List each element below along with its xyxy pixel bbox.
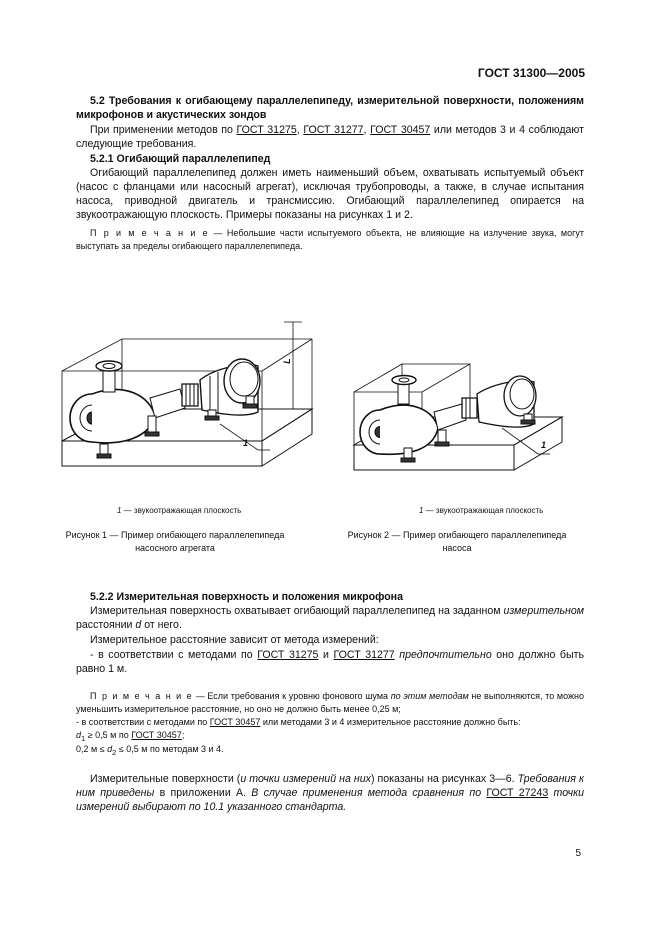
text: в приложении А. [154, 787, 252, 799]
text: или методов 3 и 4 соблюдают следующие требования. [76, 124, 584, 150]
section-5-2-1-heading: 5.2.1 Огибающий параллелепипед [90, 153, 271, 165]
note-label: П р и м е ч а н и е [90, 691, 194, 701]
section-5-2-2-paragraph-4 [76, 772, 584, 814]
fig1-dimension-l: L [281, 358, 292, 364]
page-header-standard: ГОСТ 31300—2005 [477, 66, 585, 80]
figure-1-caption [40, 529, 310, 555]
section-5-2-1-paragraph: Огибающий параллелепипед должен иметь наименьший объем, охватывать испытуемый объект (насос с фланцами или насосный агрегат), исключая трубопроводы, а также, в случае испытания насоса, приводной двигатель и трансмиссию. Огибающий параллелепипед опирается на звукоотражающую плоскость. Примеры показаны на рисунках 1 и 2. [76, 167, 584, 221]
text: не выполняются, то можно уменьшить измерительное расстояние, но оно не должно быть менее 0,25 м; [76, 691, 584, 714]
text-italic: измерительном [503, 605, 584, 617]
fig1-callout-1: 1 [243, 438, 249, 448]
text: Измерительные поверхности ( [90, 773, 241, 785]
fig2-callout-1: 1 [541, 440, 547, 450]
text-italic: предпочтительно [394, 649, 492, 661]
caption-line: насосного агрегата [135, 543, 215, 553]
text: Измерительная поверхность охватывает огибающий параллелепипед на заданном [90, 605, 504, 617]
section-5-2-2-paragraph-1 [76, 604, 584, 632]
caption-line: насоса [442, 543, 472, 553]
text: ≥ 0,5 м по [85, 730, 132, 740]
link-gost-31277[interactable]: ГОСТ 31277 [333, 649, 395, 661]
text: — Если требования к уровню фонового шума [193, 691, 391, 701]
legend-number: 1 [419, 506, 424, 515]
text: ) показаны на рисунках 3—6. [370, 773, 518, 785]
text: ≤ 0,5 м по методам 3 и 4. [116, 744, 224, 754]
text: , [363, 124, 371, 136]
text: или методами 3 и 4 измерительное расстояние должно быть: [260, 717, 521, 727]
subscript: 2 [112, 747, 117, 757]
text-italic: Требования к ним приведены [76, 773, 585, 799]
section-5-2-2-note-line-4 [76, 743, 584, 759]
section-5-2-2-paragraph-3 [76, 648, 584, 676]
caption-line: Рисунок 1 — Пример огибающего параллелепипеда [65, 530, 285, 540]
text-italic: по этим методам [390, 691, 469, 701]
link-gost-31275[interactable]: ГОСТ 31275 [257, 649, 319, 661]
legend-text: — звукоотражающая плоскость [423, 506, 544, 515]
legend-number: 1 [117, 506, 122, 515]
subscript: 1 [81, 733, 86, 743]
fig2-legend [419, 506, 543, 515]
text: ; [181, 730, 185, 740]
text-italic: точки измерений выбирают по 10.1 указанного стандарта. [76, 787, 584, 813]
link-gost-27243[interactable]: ГОСТ 27243 [486, 787, 549, 799]
text: и [318, 649, 334, 661]
section-5-2-heading: 5.2 Требования к огибающему параллелепипеду, измерительной поверхности, положениям микрофонов и акустических зондов [76, 95, 584, 121]
symbol-d: d [135, 619, 142, 631]
text-italic: В случае применения метода сравнения по [251, 787, 487, 799]
section-5-2-paragraph [76, 123, 584, 151]
text: , [296, 124, 304, 136]
text: оно должно быть равно 1 м. [76, 649, 584, 675]
caption-line: Рисунок 2 — Пример огибающего параллелепипеда [347, 530, 567, 540]
section-5-2-2-note [76, 690, 584, 715]
text: 0,2 м ≤ [76, 744, 108, 754]
text: расстоянии [76, 619, 136, 631]
symbol-d: d [76, 730, 82, 740]
fig1-legend [117, 506, 241, 515]
note-label: П р и м е ч а н и е [90, 228, 210, 238]
text: При применении методов по [90, 124, 237, 136]
text: - в соответствии с методами по [90, 649, 258, 661]
section-5-2-2-note-line-2 [76, 716, 584, 729]
legend-text: — звукоотражающая плоскость [121, 506, 242, 515]
text: - в соответствии с методами по [76, 717, 210, 727]
text: от него. [141, 619, 182, 631]
text-italic: и точки измерений на них [240, 773, 371, 785]
note-text: — Небольшие части испытуемого объекта, не влияющие на излучение звука, могут выступать за пределы огибающего параллелепипеда. [76, 228, 585, 251]
link-gost-30457[interactable]: ГОСТ 30457 [209, 717, 261, 727]
section-5-2-2-heading: 5.2.2 Измерительная поверхность и положения микрофона [90, 591, 403, 603]
link-gost-31277[interactable]: ГОСТ 31277 [303, 124, 364, 136]
page-number: 5 [575, 848, 581, 859]
figure-2-drawing [342, 340, 574, 490]
figure-1-drawing [40, 286, 320, 492]
link-gost-30457[interactable]: ГОСТ 30457 [131, 730, 182, 740]
link-gost-31275[interactable]: ГОСТ 31275 [236, 124, 297, 136]
symbol-d: d [107, 744, 113, 754]
section-5-2-2-paragraph-2: Измерительное расстояние зависит от метода измерений: [90, 634, 379, 646]
section-5-2-1-note [76, 227, 584, 252]
link-gost-30457[interactable]: ГОСТ 30457 [370, 124, 431, 136]
figure-2-caption [332, 529, 582, 555]
